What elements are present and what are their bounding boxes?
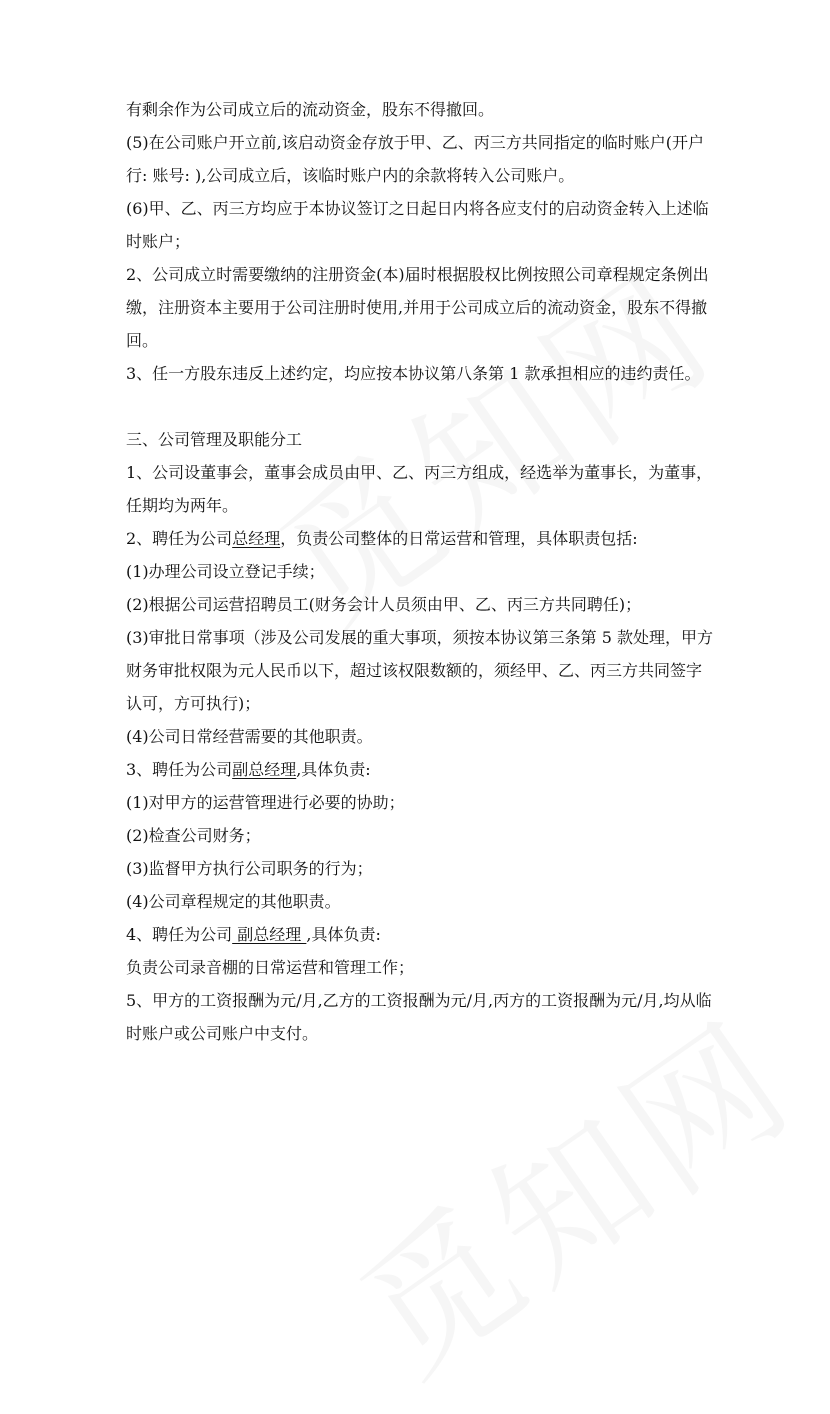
sub-item: (3)审批日常事项（涉及公司发展的重大事项，须按本协议第三条第 5 款处理，甲方财务审批权限为元人民币以下，超过该权限数额的，须经甲、乙、丙三方共同签字认可，方可执行)； [126, 628, 714, 713]
sub-item: (4)公司章程规定的其他职责。 [126, 892, 341, 911]
sub-item: 负责公司录音棚的日常运营和管理工作； [126, 958, 415, 977]
item-text: ，负责公司整体的日常运营和管理，具体职责包括: [280, 529, 638, 548]
paragraph-transfer-deadline: (6)甲、乙、丙三方均应于本协议签订之日起日内将各应支付的启动资金转入上述临时账户； [126, 199, 709, 251]
item-text: ,具体负责: [296, 760, 371, 779]
item-board: 1、公司设董事会，董事会成员由甲、乙、丙三方组成，经选举为董事长，为董事，任期均为两年。 [126, 463, 713, 515]
item-text: 3、聘任为公司 [126, 760, 233, 779]
item-salary: 5、甲方的工资报酬为元/月,乙方的工资报酬为元/月,丙方的工资报酬为元/月,均从临时账户或公司账户中支付。 [126, 991, 712, 1043]
item-text: ,具体负责: [306, 925, 381, 944]
item-general-manager [126, 522, 716, 555]
sub-item: (2)检查公司财务； [126, 826, 261, 845]
paragraph-remaining-funds: 有剩余作为公司成立后的流动资金，股东不得撤回。 [126, 100, 495, 119]
item-deputy-manager-2 [126, 918, 716, 951]
sub-item: (2)根据公司运营招聘员工(财务会计人员须由甲、乙、丙三方共同聘任)； [126, 595, 642, 614]
document-body [126, 93, 716, 1050]
blank-line [126, 390, 716, 423]
role-deputy-manager: 副总经理 [232, 760, 297, 779]
sub-item: (1)对甲方的运营管理进行必要的协助； [126, 793, 405, 812]
sub-item: (1)办理公司设立登记手续； [126, 562, 325, 581]
sub-item: (3)监督甲方执行公司职务的行为； [126, 859, 373, 878]
paragraph-temp-account: (5)在公司账户开立前,该启动资金存放于甲、乙、丙三方共同指定的临时账户(开户行: 账号: ),公司成立后，该临时账户内的余款将转入公司账户。 [126, 133, 704, 185]
item-deputy-manager [126, 753, 716, 786]
item-text: 2、聘任为公司 [126, 529, 233, 548]
paragraph-breach: 3、任一方股东违反上述约定，均应按本协议第八条第 1 款承担相应的违约责任。 [126, 364, 701, 383]
paragraph-registered-capital: 2、公司成立时需要缴纳的注册资金(本)届时根据股权比例按照公司章程规定条例出缴，注册资本主要用于公司注册时使用,并用于公司成立后的流动资金，股东不得撤回。 [126, 265, 709, 350]
sub-item: (4)公司日常经营需要的其他职责。 [126, 727, 373, 746]
role-general-manager: 总经理 [232, 529, 281, 548]
role-deputy-manager-2: 副总经理 [232, 925, 307, 944]
section-heading: 三、公司管理及职能分工 [126, 430, 303, 449]
item-text: 4、聘任为公司 [126, 925, 233, 944]
